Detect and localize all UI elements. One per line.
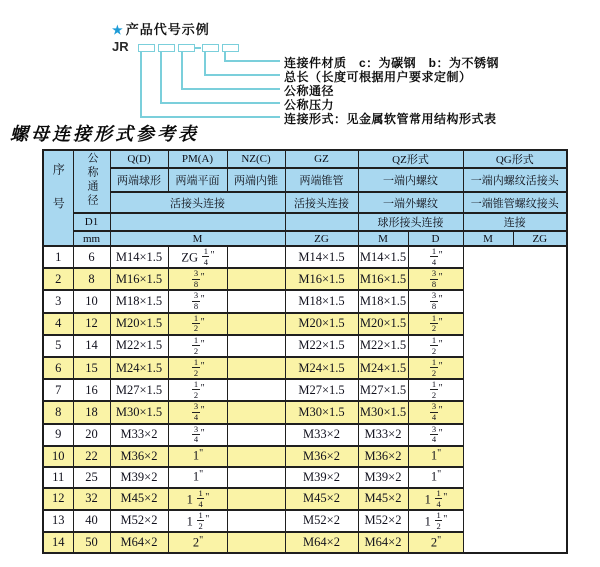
cell-dn: 10: [73, 290, 110, 312]
table-row: [43, 246, 567, 268]
cell-dn: 15: [73, 357, 110, 379]
cell-m: M45×2: [110, 488, 168, 510]
cell-qz_d: M18×1.5: [285, 290, 358, 312]
cell-qg_zg: 1 $\frac{1}{2}$ ": [408, 510, 463, 532]
cell-dn: 16: [73, 379, 110, 401]
table-row: [43, 424, 567, 446]
header-qg-connection: 连接: [463, 213, 567, 231]
cell-qz_m: [227, 532, 285, 553]
cell-zg: $\frac{3}{8}$ ": [168, 290, 227, 312]
header-q-desc: 两端球形: [110, 168, 168, 192]
header-zg: ZG: [285, 231, 358, 246]
cell-seq: 6: [43, 357, 73, 379]
header-col-gz: GZ: [285, 150, 358, 168]
cell-qg_m: M20×1.5: [358, 313, 408, 335]
cell-qg_m: M22×1.5: [358, 335, 408, 357]
code-box-4: [202, 44, 219, 52]
cell-seq: 14: [43, 532, 73, 553]
code-box-2: [158, 44, 175, 52]
connector-line: [204, 52, 206, 76]
cell-qz_m: [227, 379, 285, 401]
cell-qz_d: M52×2: [285, 510, 358, 532]
cell-m: M22×1.5: [110, 335, 168, 357]
cell-qz_d: M39×2: [285, 467, 358, 488]
header-col-q: Q(D): [110, 150, 168, 168]
cell-seq: 4: [43, 313, 73, 335]
cell-qz_m: [227, 357, 285, 379]
cell-zg: $\frac{1}{2}$ ": [168, 313, 227, 335]
cell-m: M24×1.5: [110, 357, 168, 379]
cell-qz_d: M36×2: [285, 446, 358, 467]
header-qz-m: M: [358, 231, 408, 246]
connector-line: [204, 74, 280, 76]
cell-qg_zg: 1": [408, 446, 463, 467]
cell-qz_m: [227, 290, 285, 312]
cell-qz_m: [227, 424, 285, 446]
header-qg-desc1: 一端内螺纹活接头: [463, 168, 567, 192]
table-row: [43, 446, 567, 467]
table-row: [43, 379, 567, 401]
cell-seq: 12: [43, 488, 73, 510]
code-prefix: JR: [112, 39, 129, 54]
cell-dn: 40: [73, 510, 110, 532]
cell-qz_d: M20×1.5: [285, 313, 358, 335]
header-qz-connection: 球形接头连接: [358, 213, 463, 231]
code-box-3: [178, 44, 195, 52]
cell-qg_m: M64×2: [358, 532, 408, 553]
cell-zg: $\frac{1}{2}$ ": [168, 335, 227, 357]
cell-qz_d: M33×2: [285, 424, 358, 446]
cell-qg_m: M30×1.5: [358, 401, 408, 423]
cell-zg: 1 $\frac{1}{2}$ ": [168, 510, 227, 532]
cell-dn: 50: [73, 532, 110, 553]
cell-qz_m: [227, 401, 285, 423]
cell-seq: 5: [43, 335, 73, 357]
cell-dn: 32: [73, 488, 110, 510]
cell-dn: 22: [73, 446, 110, 467]
cell-qg_zg: 1 $\frac{1}{4}$ ": [408, 488, 463, 510]
table-row: [43, 467, 567, 488]
cell-seq: 13: [43, 510, 73, 532]
connector-line: [160, 52, 162, 104]
cell-qg_m: M18×1.5: [358, 290, 408, 312]
diagram-label-total-length: 总长（长度可根据用户要求定制）: [284, 70, 472, 84]
cell-dn: 20: [73, 424, 110, 446]
connector-line: [140, 116, 280, 118]
reference-table: [42, 149, 568, 554]
cell-qg_zg: $\frac{3}{8}$ ": [408, 268, 463, 290]
header-col-nz: NZ(C): [227, 150, 285, 168]
cell-qg_zg: $\frac{1}{2}$ ": [408, 357, 463, 379]
header-nominal-diameter: [73, 150, 110, 213]
cell-zg: 1": [168, 467, 227, 488]
header-col-qg: QG形式: [463, 150, 567, 168]
header-d1: D1: [73, 213, 110, 231]
cell-zg: 1": [168, 446, 227, 467]
cell-seq: 7: [43, 379, 73, 401]
cell-m: M30×1.5: [110, 401, 168, 423]
cell-m: M36×2: [110, 446, 168, 467]
cell-qz_m: [227, 246, 285, 268]
cell-qg_zg: 1": [408, 467, 463, 488]
cell-qg_zg: $\frac{1}{4}$ ": [408, 246, 463, 268]
cell-zg: $\frac{3}{8}$ ": [168, 268, 227, 290]
table-row: [43, 357, 567, 379]
cell-qz_d: M30×1.5: [285, 401, 358, 423]
cell-qz_d: M24×1.5: [285, 357, 358, 379]
cell-qg_zg: $\frac{1}{2}$ ": [408, 335, 463, 357]
header-gz-desc: 两端锥管: [285, 168, 358, 192]
cell-qg_m: M45×2: [358, 488, 408, 510]
table-row: [43, 510, 567, 532]
cell-qg_m: M39×2: [358, 467, 408, 488]
cell-qg_m: M36×2: [358, 446, 408, 467]
table-title: 螺母连接形式参考表: [10, 124, 199, 144]
table-row: [43, 313, 567, 335]
table-row: [43, 488, 567, 510]
cell-zg: $\frac{3}{4}$ ": [168, 401, 227, 423]
cell-zg: $\frac{1}{2}$ ": [168, 379, 227, 401]
cell-zg: ZG $\frac{1}{4}$ ": [168, 246, 227, 268]
cell-m: M27×1.5: [110, 379, 168, 401]
diagram-label-nominal-pressure: 公称压力: [284, 98, 335, 112]
cell-seq: 2: [43, 268, 73, 290]
cell-qz_d: M14×1.5: [285, 246, 358, 268]
connector-line: [181, 52, 183, 90]
cell-qz_m: [227, 446, 285, 467]
header-col-qz: QZ形式: [358, 150, 463, 168]
cell-qg_m: M14×1.5: [358, 246, 408, 268]
table-row: [43, 290, 567, 312]
connector-line: [224, 60, 280, 62]
header-empty-gz: [285, 213, 358, 231]
diagram-title-text: 产品代号示例: [125, 22, 210, 37]
connector-line: [140, 52, 142, 118]
cell-m: M14×1.5: [110, 246, 168, 268]
table-body: [43, 246, 567, 553]
header-gz-connection: 活接头连接: [285, 192, 358, 213]
cell-dn: 6: [73, 246, 110, 268]
cell-m: M33×2: [110, 424, 168, 446]
cell-qz_d: M27×1.5: [285, 379, 358, 401]
cell-dn: 14: [73, 335, 110, 357]
header-qz-d: D: [408, 231, 463, 246]
cell-qz_m: [227, 467, 285, 488]
cell-qz_d: M22×1.5: [285, 335, 358, 357]
header-nz-desc: 两端内锥: [227, 168, 285, 192]
cell-zg: 1 $\frac{1}{4}$ ": [168, 488, 227, 510]
diagram-label-nominal-diameter: 公称通径: [284, 84, 335, 98]
cell-qg_zg: $\frac{3}{4}$ ": [408, 424, 463, 446]
cell-seq: 8: [43, 401, 73, 423]
header-m-wide: M: [110, 231, 285, 246]
cell-m: M18×1.5: [110, 290, 168, 312]
diagram-title: [112, 19, 210, 38]
cell-qz_d: M45×2: [285, 488, 358, 510]
header-qg-m: M: [463, 231, 513, 246]
cell-seq: 11: [43, 467, 73, 488]
cell-qg_m: M27×1.5: [358, 379, 408, 401]
cell-qg_m: M52×2: [358, 510, 408, 532]
header-mm: mm: [73, 231, 110, 246]
cell-qz_d: M64×2: [285, 532, 358, 553]
star-icon: ★: [112, 23, 124, 37]
cell-qg_zg: $\frac{3}{8}$ ": [408, 290, 463, 312]
cell-qz_m: [227, 268, 285, 290]
cell-qz_m: [227, 335, 285, 357]
header-qg-desc2: 一端锥管螺纹接头: [463, 192, 567, 213]
cell-qz_m: [227, 488, 285, 510]
cell-seq: 9: [43, 424, 73, 446]
header-qg-zg: ZG: [513, 231, 567, 246]
cell-zg: $\frac{3}{4}$ ": [168, 424, 227, 446]
diagram-label-material: 连接件材质 c：为碳钢 b：为不锈钢: [284, 56, 500, 70]
cell-seq: 10: [43, 446, 73, 467]
connector-line: [160, 102, 280, 104]
cell-qz_m: [227, 313, 285, 335]
header-qz-desc2: 一端外螺纹: [358, 192, 463, 213]
header-empty-left: [110, 213, 285, 231]
cell-qz_m: [227, 510, 285, 532]
cell-qg_m: M24×1.5: [358, 357, 408, 379]
cell-qg_zg: $\frac{3}{4}$ ": [408, 401, 463, 423]
cell-m: M64×2: [110, 532, 168, 553]
code-box-1: [138, 44, 155, 52]
header-col-pm: PM(A): [168, 150, 227, 168]
cell-m: M39×2: [110, 467, 168, 488]
cell-qg_zg: $\frac{1}{2}$ ": [408, 313, 463, 335]
cell-dn: 8: [73, 268, 110, 290]
code-box-5: [222, 44, 239, 52]
cell-zg: $\frac{1}{2}$ ": [168, 357, 227, 379]
table-row: [43, 268, 567, 290]
cell-m: M52×2: [110, 510, 168, 532]
diagram-label-connection-form: 连接形式：见金属软管常用结构形式表: [284, 112, 497, 126]
connector-line: [181, 88, 280, 90]
header-pm-desc: 两端平面: [168, 168, 227, 192]
cell-dn: 25: [73, 467, 110, 488]
header-seq: [43, 150, 73, 246]
cell-qg_zg: $\frac{1}{2}$ ": [408, 379, 463, 401]
table-row: [43, 335, 567, 357]
cell-zg: 2": [168, 532, 227, 553]
header-nominal-diameter-label: 公称通径: [86, 152, 98, 208]
cell-dn: 12: [73, 313, 110, 335]
cell-qg_m: M16×1.5: [358, 268, 408, 290]
header-qz-desc1: 一端内螺纹: [358, 168, 463, 192]
cell-m: M20×1.5: [110, 313, 168, 335]
cell-qg_zg: 2": [408, 532, 463, 553]
cell-seq: 3: [43, 290, 73, 312]
cell-dn: 18: [73, 401, 110, 423]
cell-qz_d: M16×1.5: [285, 268, 358, 290]
table-row: [43, 401, 567, 423]
header-union-connection: 活接头连接: [110, 192, 285, 213]
header-seq-label: 序号: [51, 162, 66, 231]
cell-m: M16×1.5: [110, 268, 168, 290]
cell-qg_m: M33×2: [358, 424, 408, 446]
table-row: [43, 532, 567, 553]
cell-seq: 1: [43, 246, 73, 268]
code-dash: [194, 47, 201, 49]
